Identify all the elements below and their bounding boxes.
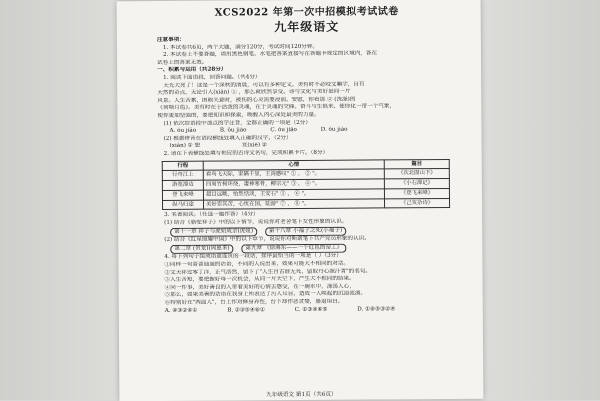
notes-line-1: 1. 本试卷共6页，两个大题，满分120分，考试时间120分钟。 xyxy=(162,43,319,51)
q1-sub2-item-1: (xiǎn) ① 想 xyxy=(169,143,201,150)
q1-stem: 1. 阅读下面语段，回答问题。（共4分） xyxy=(163,74,261,81)
exam-paper xyxy=(117,0,484,401)
background-left xyxy=(0,0,118,400)
q4-option-d: D. ①⑥⑤③②④ xyxy=(357,305,396,313)
q1-sub2-item-2: 宣(xiè) ② xyxy=(241,142,267,149)
q1-option-b: B. ōu jiào xyxy=(219,127,247,134)
paper-content xyxy=(157,5,459,315)
table-cell: 《次北固山下》 xyxy=(384,169,449,179)
q4-stem: 4. 将下列句子组成语意连贯的一段话，排序最恰当的一项是（ ）（3分） xyxy=(164,253,342,261)
table-cell: 行舟江上 xyxy=(162,170,203,180)
q3-stem: 3. 名著阅读。（任选一题作答）（4分） xyxy=(164,211,259,219)
section1-heading: 一、积累与运用（共28分） xyxy=(157,66,227,74)
q1-option-c: C. ǒu jiāo xyxy=(270,127,297,134)
q4-item-1: ①同样一句普普通通的话语，不同的人说出来，效果可能大不相同的对话。 xyxy=(164,260,350,268)
table-cell: 《登飞来峰》 xyxy=(384,188,449,198)
q1-option-d: D. ǒu jiào xyxy=(320,126,348,133)
page-footer: 九年级语文 第1页（共6页） xyxy=(266,391,337,399)
background-right xyxy=(482,0,600,400)
q1-passage-line-1: 天光大亮了！这是一个深秋的清晨，可以有多种定义。美有时不必咬文嚼字，自有 xyxy=(163,81,365,89)
q4-item-4: ④同一件事，美好善良的人带着美好的心情去感受，在一碗水中，涤荡人心， xyxy=(164,283,355,291)
q4-option-a: A. ④③②⑥① xyxy=(164,307,198,314)
q3-sub2: (2) 结合《红星照耀中国》中的以下章节，说说你对斯诺笔下共产党员形象的认识。 xyxy=(164,235,370,244)
q1-option-a: A. ōu jiāo xyxy=(169,127,197,135)
q4-item-6: ⑥特别好在"两面人"，台上作对修身养性，台下却作恶贪婪，屡退坦白。 xyxy=(164,298,344,306)
q1-sub2: (2) 根据拼音在语段横线处填入正确的汉字。（2分） xyxy=(163,134,292,142)
q2-stem: 2. 请在下表横线处填写相应的古诗文名句，完成积累卡片。（8分） xyxy=(163,149,329,157)
q3-sub2-box-2: 第九章 《徐海东——一个红色的窑工》 xyxy=(241,244,346,254)
q4-item-3: ③人生苦短，要把握好每一次机会，从同一片天空下，产生大不相同的结果。 xyxy=(164,275,355,284)
table-cell: 纵马归途 xyxy=(162,200,203,210)
q3-sub1: (1) 结合《骆驼祥子》中的以下情节，说说你对老舍笔下女性形象的认识。 xyxy=(164,218,348,227)
table-header: 心情 xyxy=(203,159,384,170)
q1-passage-line-4: 《荷塘月色》。美有时在于活泼的灵魂，在于灵魂的交锋。奋斗与生俱来、使你化一带一个气象， xyxy=(157,103,396,112)
table-header: 篇目 xyxy=(384,159,449,169)
table-header: 行程 xyxy=(162,161,203,171)
table-cell: 《己亥杂诗》 xyxy=(384,198,449,208)
table-row xyxy=(162,198,449,210)
exam-title: XCS2022 年第一次中招模拟考试试卷 xyxy=(214,6,399,19)
table-cell: 登飞来峰 xyxy=(162,190,203,200)
q3-sub1-box-2: 第十八章 小福子之死(小福子) xyxy=(265,226,346,236)
notes-heading: 注意事项： xyxy=(156,36,185,43)
notes-line-3: 试卷上的答案无效。 xyxy=(157,59,208,66)
q1-passage-line-2: 天然的奇点，无论引人(xiǎn) ① ，那么就欣然享受。诗与文化与美好是同一片 xyxy=(157,88,351,97)
q4-option-b: B. ②③⑤④⑥① xyxy=(227,306,266,314)
q1-passage-line-3: 风景。人生苦累，困顿失意时，被伤的心灵需要浸润、安慰，你看那 ② (洗涤)的 xyxy=(157,96,356,104)
q3-sub2-box-1: 第二章 (贺龙)(周恩来) xyxy=(170,244,233,254)
q4-item-2: ②文天祥过零丁洋，正气浩然，留下了"人生自古谁无死，留取丹心照汗青"的名句。 xyxy=(164,268,372,276)
q1-passage-line-5: 使你更加坚强的，要把知识和探索，唤醒人内心深处最美的力量。 xyxy=(157,111,320,119)
table-cell: 看鸟飞天际，家隔千里，王湾感叹" ① ， ② "。 xyxy=(203,169,384,180)
table-cell: 四周竹树环绕，凄神寒骨，柳宗元" ③ ， ④ "。 xyxy=(203,179,384,190)
q4-option-c: C. ①③④⑥⑤ xyxy=(294,306,328,313)
subject-title: 九年级语文 xyxy=(274,19,340,35)
q1-sub1: (1) 依次给语段中加点的字注音，全都正确的一项是（2分） xyxy=(163,119,311,127)
notes-line-2: 2. 本试卷上不要答题，请用黑色钢笔、水笔把答案直接写在答题卡规定的区域内，答在 xyxy=(162,50,378,59)
table-cell: 美好宦其苦，心忧在国，陆游" ⑦ ， ⑧ "。 xyxy=(203,199,384,210)
q4-options xyxy=(159,306,459,316)
poetry-table xyxy=(162,158,450,210)
table-cell: 超目远眺，怡然恬淡，王安石" ⑤ ， ⑥ "。 xyxy=(203,189,384,200)
q3-sub1-box-1: 第十一章 祥子与虎妞成亲(虎妞) xyxy=(170,227,257,237)
q4-item-5: ⑤那么，如果美善的话语在我身上所表达了污人耳目，造成一人唤起的沉浴流淌。 xyxy=(164,290,367,299)
table-cell: 游览潭边 xyxy=(162,180,203,190)
table-cell: 《小石潭记》 xyxy=(384,179,449,189)
